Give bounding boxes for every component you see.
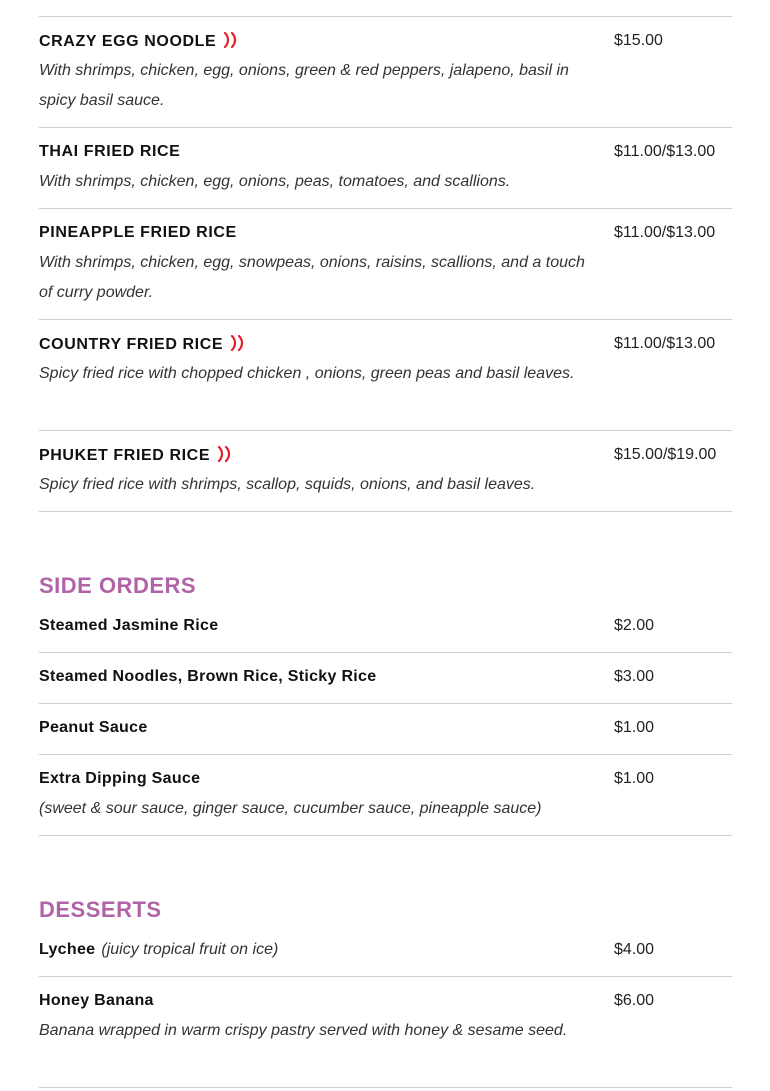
chili-icon [222,32,240,48]
item-name: CRAZY EGG NOODLE [39,32,240,51]
divider [39,703,732,704]
divider [39,319,732,320]
item-price: $1.00 [614,719,655,736]
item-name: PHUKET FRIED RICE [39,446,234,465]
item-note: (juicy tropical fruit on ice) [101,941,279,958]
item-name: Honey Banana [39,992,154,1009]
divider [39,16,732,17]
divider [39,754,732,755]
item-name: Peanut Sauce [39,719,148,736]
divider [39,208,732,209]
divider [39,511,732,512]
item-description: With shrimps, chicken, egg, onions, green & red peppers, jalapeno, basil in spicy basil sauce. [39,62,569,109]
item-name: THAI FRIED RICE [39,143,181,160]
divider [39,652,732,653]
divider [39,430,732,431]
item-price: $1.00 [614,770,655,787]
divider [39,835,732,836]
divider [39,127,732,128]
item-price: $2.00 [614,617,655,634]
item-price: $3.00 [614,668,655,685]
item-price: $11.00/$13.00 [614,224,716,241]
item-description: Spicy fried rice with chopped chicken , onions, green peas and basil leaves. [39,365,575,382]
item-description: (sweet & sour sauce, ginger sauce, cucumber sauce, pineapple sauce) [39,800,542,817]
chili-icon [229,335,247,351]
item-description: Banana wrapped in warm crispy pastry served with honey & sesame seed. [39,1022,568,1039]
item-description: Spicy fried rice with shrimps, scallop, squids, onions, and basil leaves. [39,476,536,493]
divider [39,976,732,977]
item-name: Extra Dipping Sauce [39,770,201,787]
chili-icon [216,446,234,462]
section-title-desserts: DESSERTS [39,897,162,922]
section-title-side-orders: SIDE ORDERS [39,573,197,598]
item-price: $11.00/$13.00 [614,143,716,160]
item-price: $11.00/$13.00 [614,335,716,352]
item-price: $4.00 [614,941,655,958]
item-price: $15.00 [614,32,663,49]
item-description: With shrimps, chicken, egg, snowpeas, onions, raisins, scallions, and a touch of curry powder. [39,254,585,301]
item-description: With shrimps, chicken, egg, onions, peas, tomatoes, and scallions. [39,173,511,190]
item-name: PINEAPPLE FRIED RICE [39,224,237,241]
item-price: $6.00 [614,992,655,1009]
item-name: COUNTRY FRIED RICE [39,335,247,354]
item-name: Steamed Noodles, Brown Rice, Sticky Rice [39,668,377,685]
item-name: Lychee (juicy tropical fruit on ice) [39,941,279,958]
item-name: Steamed Jasmine Rice [39,617,219,634]
divider [39,1087,732,1088]
item-price: $15.00/$19.00 [614,446,717,463]
